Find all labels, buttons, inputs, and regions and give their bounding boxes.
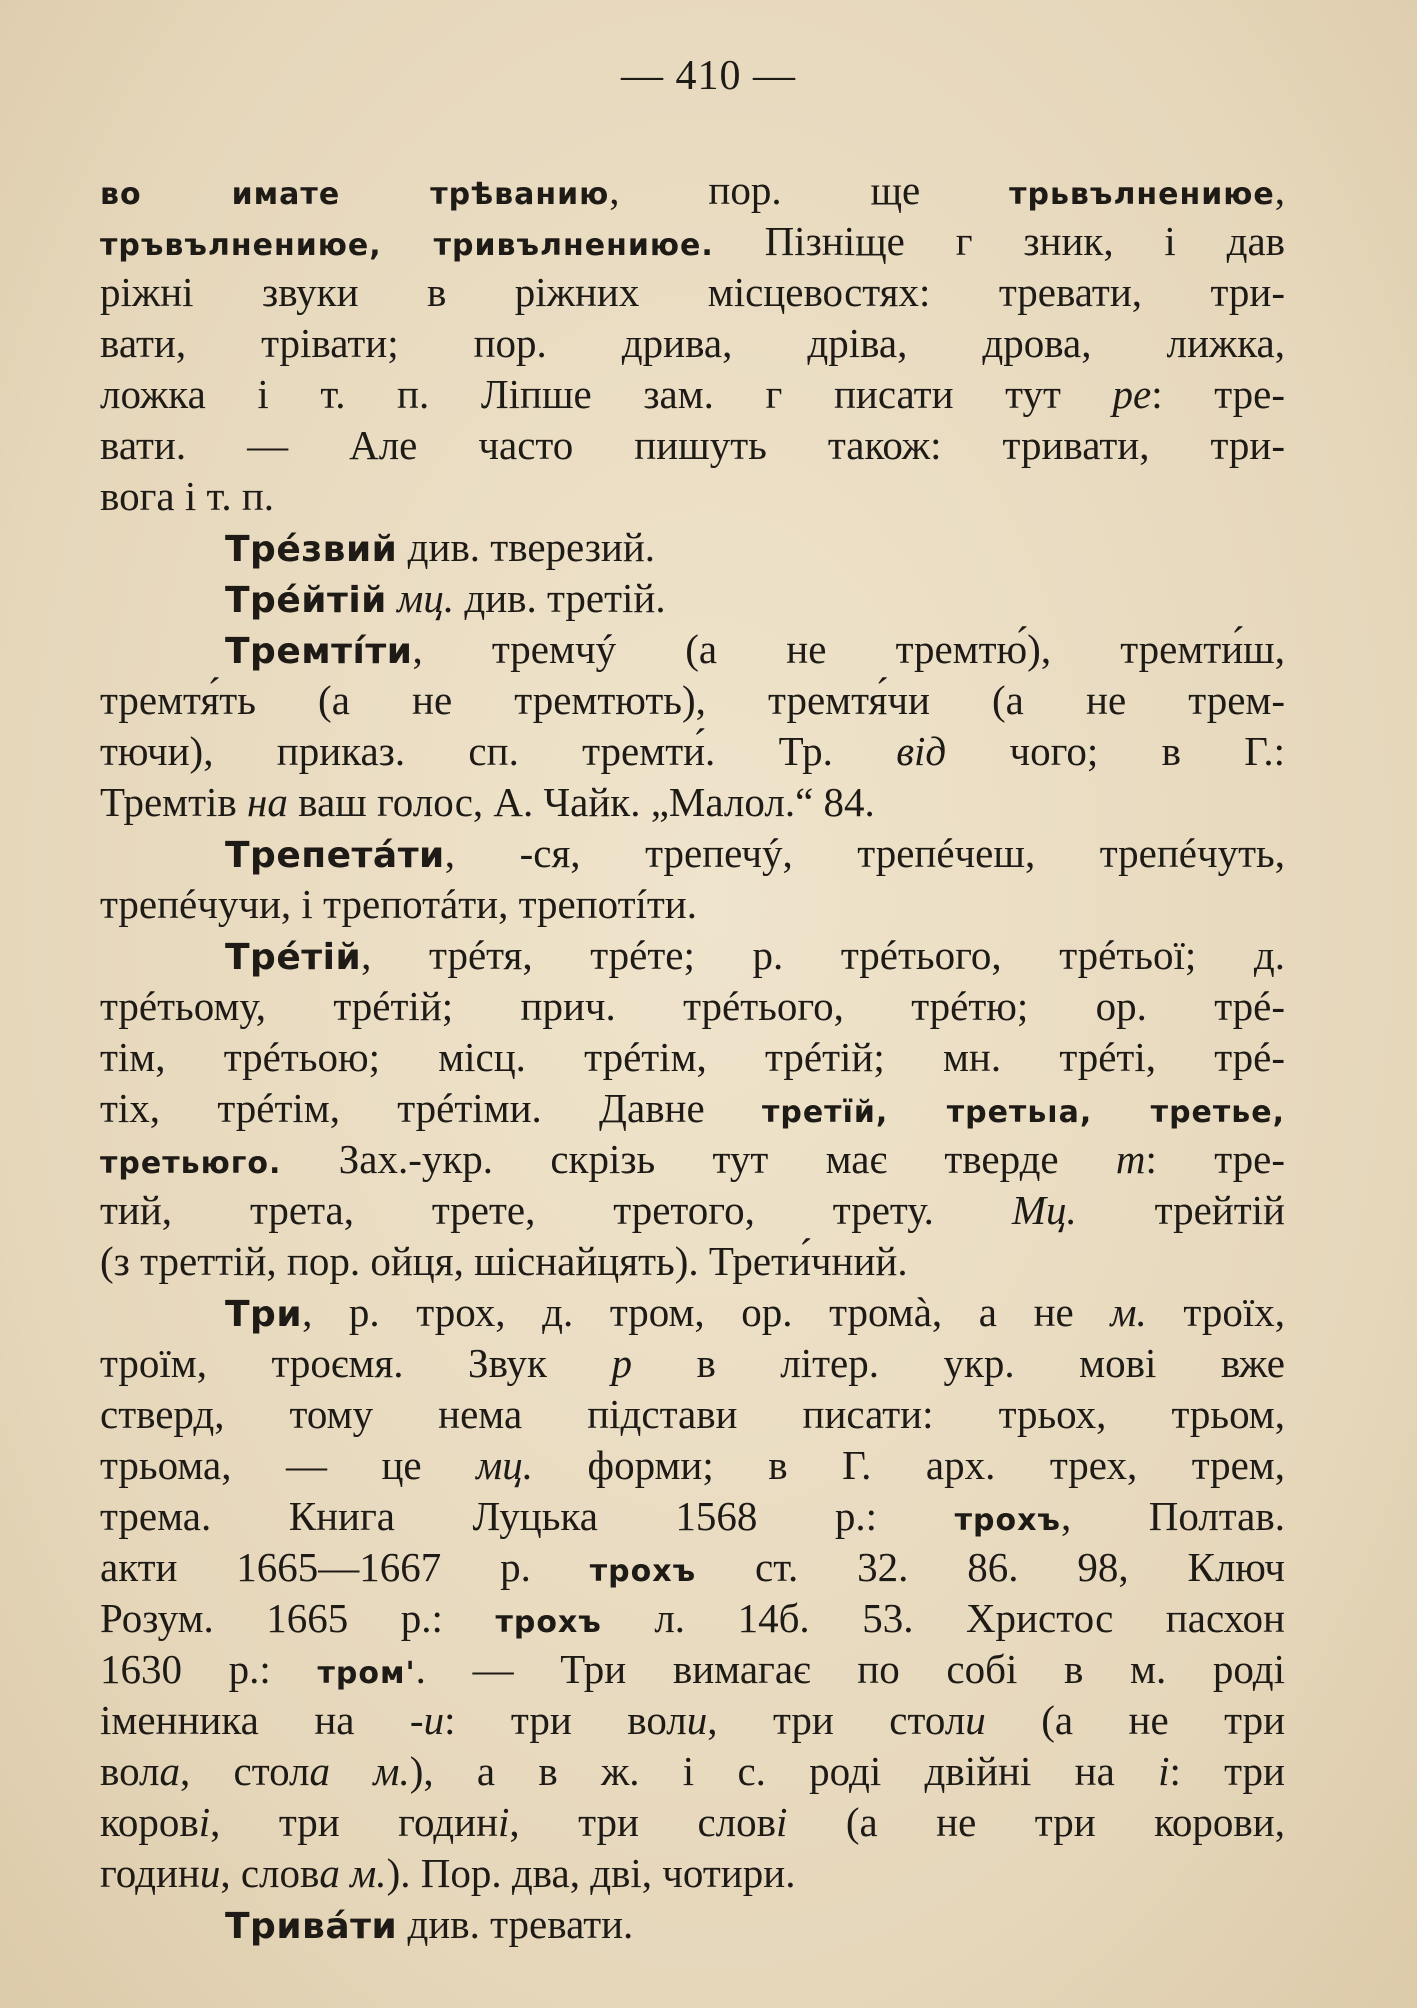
text-span: коров <box>100 1799 199 1845</box>
italic-text: Мц. <box>1011 1187 1077 1233</box>
text-span: , три слов <box>509 1799 776 1845</box>
italic-text: а м. <box>309 1748 410 1794</box>
text-span <box>387 575 397 621</box>
text-line <box>100 1848 1285 1899</box>
old-form-text: трохъ <box>589 1554 697 1589</box>
text-span: , пор. ще <box>609 167 1010 213</box>
text-span: , три годин <box>210 1799 499 1845</box>
text-span: трейтій <box>1076 1187 1285 1233</box>
text-span: акти 1665—1667 р. <box>100 1544 590 1590</box>
text-line <box>100 1134 1285 1185</box>
text-span: троїх, <box>1146 1289 1285 1335</box>
text-span: вати, трівати; пор. дрива, дріва, дрова, лижка, <box>100 320 1285 366</box>
text-line <box>100 726 1285 777</box>
text-span: іменника на <box>100 1697 410 1743</box>
old-form-text: трохъ <box>954 1503 1061 1538</box>
body-text <box>100 165 1285 1950</box>
text-span: форми; в Г. арх. трех, трем, <box>533 1442 1285 1488</box>
text-span: вати. — Але часто пишуть також: тривати, три- <box>100 422 1285 468</box>
text-line <box>100 573 1285 624</box>
entry-headword: Трéзвий <box>225 529 398 570</box>
text-line <box>100 879 1285 930</box>
text-span: ст. 32. 86. 98, Ключ <box>696 1544 1285 1590</box>
italic-text: мц. <box>476 1442 534 1488</box>
text-line <box>100 828 1285 879</box>
text-line <box>100 1491 1285 1542</box>
italic-text: і <box>198 1799 211 1845</box>
text-line <box>100 1440 1285 1491</box>
text-span: ложка і т. п. Ліпше зам. г писати тут <box>100 371 1113 417</box>
italic-text: і <box>1158 1748 1170 1794</box>
text-line <box>100 1542 1285 1593</box>
italic-text: р <box>611 1340 632 1386</box>
text-line <box>100 1593 1285 1644</box>
italic-text: і <box>775 1799 788 1845</box>
old-form-text: трьвълнениюе <box>1009 177 1275 212</box>
text-span: трьома, — це <box>100 1442 477 1488</box>
text-span: ріжні звуки в ріжних місцевостях: тревати, три- <box>100 269 1285 315</box>
text-line <box>100 165 1285 216</box>
italic-text: т <box>1115 1136 1146 1182</box>
text-span: див. третій. <box>454 575 666 621</box>
text-span: тий, трета, трете, третого, трету. <box>100 1187 1012 1233</box>
text-span: , тремчý (а не тремтю́), тремти́ш, <box>412 626 1285 672</box>
text-span: тючи), приказ. сп. тремти́. Тр. <box>100 728 897 774</box>
text-line <box>100 1695 1285 1746</box>
text-span: тремтя́ть (а не тремтють), тремтя́чи (а не трем- <box>100 677 1285 723</box>
entry-headword: Трéтій <box>225 937 362 978</box>
text-span: див. тверезий. <box>397 524 656 570</box>
text-line <box>100 1185 1285 1236</box>
text-span: : тре- <box>1145 1136 1285 1182</box>
text-span: : тре- <box>1151 371 1285 417</box>
text-span: троїм, троємя. Звук <box>100 1340 612 1386</box>
text-line <box>100 522 1285 573</box>
entry-headword: Трéйтій <box>225 580 387 621</box>
text-line <box>100 1644 1285 1695</box>
text-span: тім, трéтьою; місц. трéтім, трéтій; мн. трéті, трé- <box>100 1034 1285 1080</box>
text-span: трема. Книга Луцька 1568 р.: <box>100 1493 955 1539</box>
text-line <box>100 1389 1285 1440</box>
text-span: (а не три корови, <box>787 1799 1285 1845</box>
text-span: л. 14б. 53. Христос пасхон <box>601 1595 1285 1641</box>
text-span: , р. трох, д. тром, ор. тромà, а не <box>302 1289 1111 1335</box>
text-line <box>100 318 1285 369</box>
text-line <box>100 369 1285 420</box>
italic-text: від <box>896 728 947 774</box>
italic-text: м. <box>1110 1289 1147 1335</box>
text-span: 1630 р.: <box>100 1646 318 1692</box>
text-span: , <box>1274 167 1285 213</box>
text-line <box>100 267 1285 318</box>
old-form-text: тръвълнениюе, тривълнениюе. <box>100 228 714 263</box>
text-line <box>100 471 1285 522</box>
text-span: : три вол <box>444 1697 687 1743</box>
italic-text: ре <box>1112 371 1152 417</box>
text-span: Зах.-укр. скрізь тут має тверде <box>281 1136 1116 1182</box>
text-span: : три <box>1169 1748 1285 1794</box>
old-form-text: во имате трѣванию <box>100 177 610 212</box>
page-number: — 410 — <box>621 53 796 99</box>
text-span: трéтьому, трéтій; прич. трéтього, трéтю; ор. трé- <box>100 983 1285 1029</box>
text-span: вол <box>100 1748 160 1794</box>
old-form-text: трохъ <box>495 1605 602 1640</box>
text-span: (з треттій, пор. ойця, шіснайцять). Трети́чний. <box>100 1238 908 1284</box>
text-span: в літер. укр. мові вже <box>631 1340 1285 1386</box>
entry-headword: Тривáти <box>225 1906 398 1947</box>
italic-text: а <box>159 1748 180 1794</box>
text-span: , -ся, трепечý, трепéчеш, трепéчуть, <box>444 830 1285 876</box>
text-line <box>100 981 1285 1032</box>
text-span: , Полтав. <box>1060 1493 1285 1539</box>
italic-text: и <box>199 1850 221 1896</box>
text-line <box>100 1797 1285 1848</box>
italic-text: и <box>686 1697 708 1743</box>
text-span: (а не три <box>985 1697 1286 1743</box>
italic-text: -и <box>409 1697 445 1743</box>
text-line <box>100 777 1285 828</box>
text-line <box>100 1746 1285 1797</box>
entry-headword: Трепетáти <box>225 835 445 876</box>
text-span: ). Пор. два, дві, чотири. <box>386 1850 796 1896</box>
text-span: Пізніще г зник, і дав <box>713 218 1285 264</box>
text-span: , стол <box>180 1748 310 1794</box>
text-line <box>100 1338 1285 1389</box>
text-span: ), а в ж. і с. роді двійні на <box>409 1748 1159 1794</box>
text-line <box>100 624 1285 675</box>
text-span: стверд, тому нема підстави писати: трьох, трьом, <box>100 1391 1285 1437</box>
italic-text: мц. <box>397 575 455 621</box>
text-line <box>100 1236 1285 1287</box>
old-form-text: третїй, третьıа, третье, <box>761 1095 1285 1130</box>
text-span: ваш голос, А. Чайк. „Малол.“ 84. <box>287 779 875 825</box>
text-line <box>100 675 1285 726</box>
text-span: . — Три вимагає по собі в м. роді <box>415 1646 1285 1692</box>
entry-headword: Тремтíти <box>225 631 413 672</box>
entry-headword: Три <box>225 1294 303 1335</box>
text-span: , три стол <box>707 1697 966 1743</box>
text-span: вога і т. п. <box>100 473 275 519</box>
text-line <box>100 1899 1285 1950</box>
text-line <box>100 1287 1285 1338</box>
text-line <box>100 1083 1285 1134</box>
text-span: тіх, трéтім, трéтіми. Давне <box>100 1085 762 1131</box>
text-span: Тремтів <box>100 779 248 825</box>
text-span: , слов <box>220 1850 320 1896</box>
old-form-text: тром' <box>317 1656 416 1691</box>
text-line <box>100 1032 1285 1083</box>
text-span: трепéчучи, і трепотáти, трепотíти. <box>100 881 698 927</box>
text-span: годин <box>100 1850 200 1896</box>
text-span: , трéтя, трéте; р. трéтього, трéтьої; д. <box>361 932 1285 978</box>
italic-text: на <box>247 779 288 825</box>
text-line <box>100 420 1285 471</box>
text-line <box>100 930 1285 981</box>
italic-text: і <box>498 1799 510 1845</box>
text-span: Розум. 1665 р.: <box>100 1595 496 1641</box>
old-form-text: третьюго. <box>100 1146 282 1181</box>
text-span: див. тревати. <box>397 1901 634 1947</box>
text-line <box>100 216 1285 267</box>
italic-text: и <box>965 1697 986 1743</box>
italic-text: а м. <box>319 1850 387 1896</box>
text-span: чого; в Г.: <box>946 728 1285 774</box>
